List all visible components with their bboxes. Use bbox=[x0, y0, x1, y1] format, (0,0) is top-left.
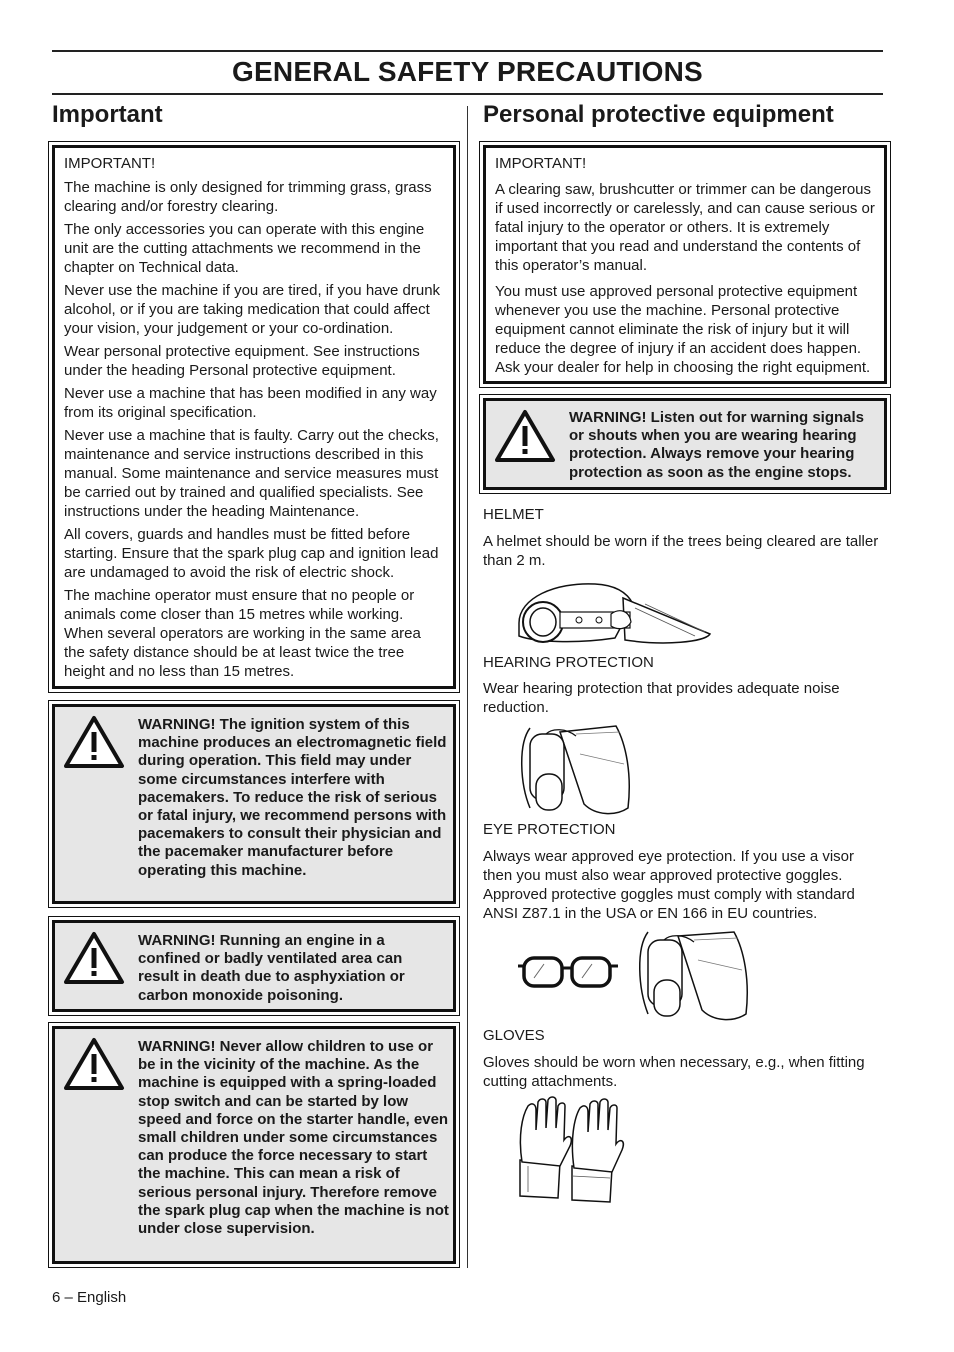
hearing-protection-text: Wear hearing protection that provides adequate noise reduction. bbox=[483, 680, 840, 716]
visor-icon bbox=[634, 928, 750, 1022]
goggles-icon bbox=[516, 952, 620, 992]
warning-text: WARNING! Never allow children to use or be in the vicinity of the machine. As the machine is equipped with a spring-loaded stop switch and can be started by low speed and force on the starter handle, even small children under some circumstances can produce the force necessary to start the machine. This can mean a risk of serious personal injury. Therefore remove the spark plug cap when the machine is not under close supervision. bbox=[138, 1038, 449, 1238]
gloves-heading: GLOVES bbox=[483, 1027, 545, 1044]
page-footer: 6 – English bbox=[52, 1289, 127, 1306]
important-paragraph: You must use approved personal protective equipment whenever you use the machine. Personal protective equipment cannot eliminate the risk of injury but it will reduce the degree of injury if an accident does happen. Ask your dealer for help in choosing the right equipment. bbox=[495, 283, 871, 376]
important-label: IMPORTANT! bbox=[64, 155, 156, 172]
important-notice-box bbox=[52, 145, 456, 689]
helmet-heading: HELMET bbox=[483, 506, 544, 523]
gloves-icon bbox=[514, 1096, 626, 1204]
warning-box-ventilation bbox=[52, 920, 456, 1012]
important-paragraph: Never use the machine if you are tired, if you have drunk alcohol, or if you are taking medication that could affect your vision, your judgement or your co-ordination. bbox=[64, 282, 441, 337]
important-paragraph: A clearing saw, brushcutter or trimmer can be dangerous if used incorrectly or carelessly, and can cause serious or fatal injury to the operator or others. It is extremely important that you read and understand the contents of this operator’s manual. bbox=[495, 181, 875, 274]
page-title: GENERAL SAFETY PRECAUTIONS bbox=[232, 56, 703, 87]
warning-text: WARNING! Listen out for warning signals or shouts when you are wearing hearing protection. Always remove your hearing protection as soon as the engine stops. bbox=[569, 409, 865, 481]
important-paragraph: Never use a machine that is faulty. Carry out the checks, maintenance and service instructions described in this manual. Some maintenance and service measures must be carried out by trained and qualified specialists. See instructions under the heading Maintenance. bbox=[64, 427, 439, 520]
eye-protection-text: Always wear approved eye protection. If you use a visor then you must also wear approved protective goggles. Approved protective goggles must comply with standard ANSI Z87.1 in the USA or EN 166 in EU countries. bbox=[483, 848, 855, 922]
warning-text: WARNING! The ignition system of this machine produces an electromagnetic field during operation. This field may under some circumstances interfere with pacemakers. To reduce the risk of serious or fatal injury, we recommend persons with pacemakers to consult their physician and the pacemaker manufacturer before operating this machine. bbox=[138, 716, 447, 879]
important-paragraph: The machine operator must ensure that no people or animals come closer than 15 metres while working. When several operators are working in the same area the safety distance should be at least twice the tree height and no less than 15 metres. bbox=[64, 587, 421, 680]
hearing-protection-icon bbox=[516, 724, 632, 816]
warning-box-pacemaker bbox=[52, 704, 456, 904]
warning-box-hearing bbox=[483, 398, 887, 490]
column-divider bbox=[467, 106, 468, 1268]
helmet-icon bbox=[515, 578, 715, 648]
top-rule bbox=[52, 50, 883, 52]
eye-protection-heading: EYE PROTECTION bbox=[483, 821, 616, 838]
section-heading-important: Important bbox=[52, 101, 163, 128]
gloves-text: Gloves should be worn when necessary, e.g., when fitting cutting attachments. bbox=[483, 1054, 865, 1090]
important-paragraph: The machine is only designed for trimming grass, grass clearing and/or forestry clearing. bbox=[64, 179, 432, 215]
warning-box-children bbox=[52, 1026, 456, 1264]
important-paragraph: All covers, guards and handles must be fitted before starting. Ensure that the spark plug cap and ignition lead are undamaged to avoid the risk of electric shock. bbox=[64, 526, 439, 581]
warning-triangle-icon bbox=[63, 931, 125, 985]
ppe-important-box bbox=[483, 145, 887, 384]
important-paragraph: The only accessories you can operate with this engine unit are the cutting attachments we recommend in the chapter on Technical data. bbox=[64, 221, 425, 276]
warning-triangle-icon bbox=[494, 409, 556, 463]
hearing-protection-heading: HEARING PROTECTION bbox=[483, 654, 654, 671]
important-paragraph: Wear personal protective equipment. See instructions under the heading Personal protective equipment. bbox=[64, 343, 420, 379]
warning-triangle-icon bbox=[63, 1037, 125, 1091]
title-underline bbox=[52, 93, 883, 95]
important-label: IMPORTANT! bbox=[495, 155, 587, 172]
warning-triangle-icon bbox=[63, 715, 125, 769]
important-paragraph: Never use a machine that has been modified in any way from its original specification. bbox=[64, 385, 437, 421]
section-heading-ppe: Personal protective equipment bbox=[483, 101, 834, 128]
helmet-text: A helmet should be worn if the trees being cleared are taller than 2 m. bbox=[483, 533, 879, 569]
warning-text: WARNING! Running an engine in a confined or badly ventilated area can result in death due to asphyxiation or carbon monoxide poisoning. bbox=[138, 932, 405, 1004]
